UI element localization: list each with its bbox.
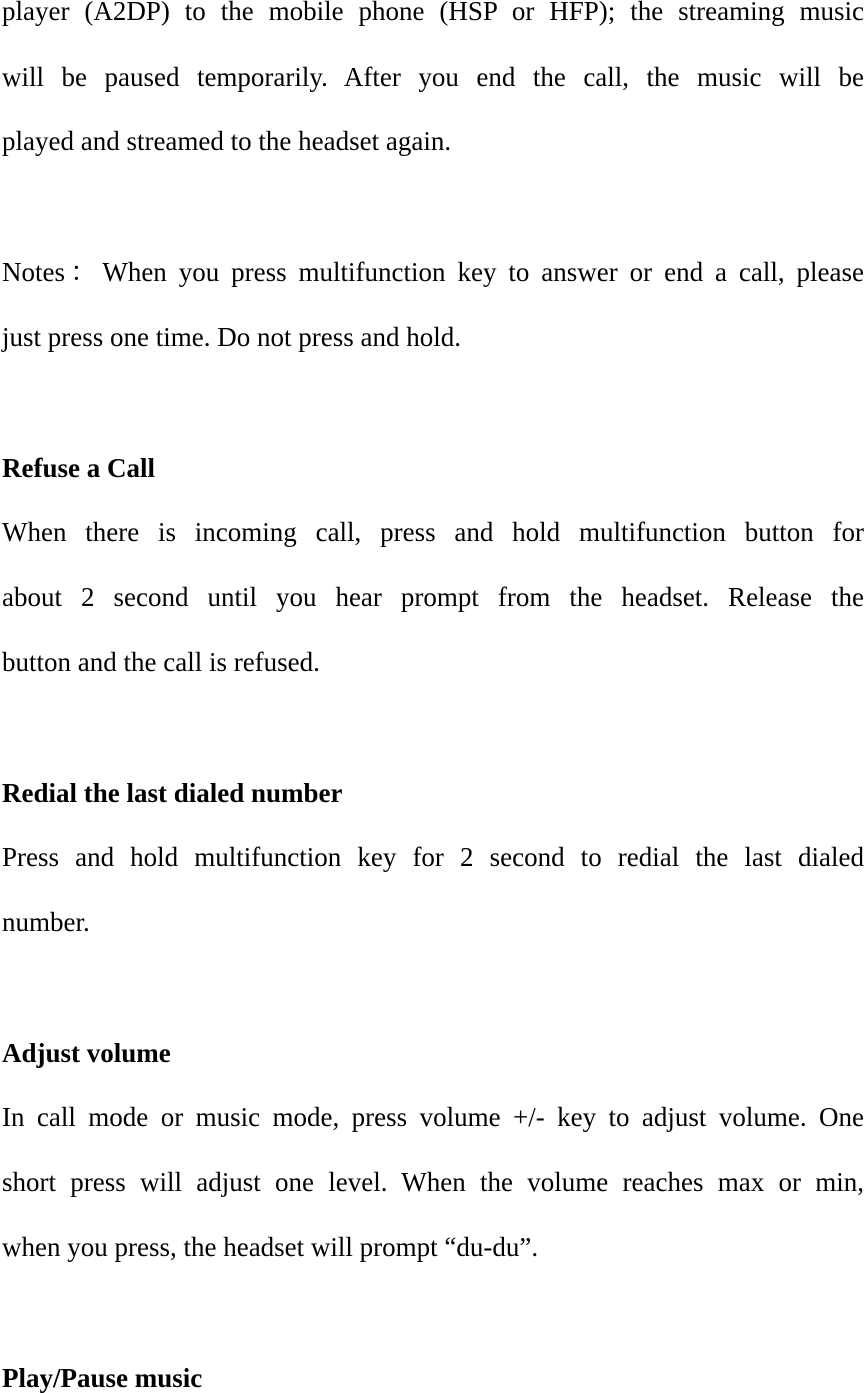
section-heading-redial: Redial the last dialed number [2, 778, 343, 808]
paragraph-line: player (A2DP) to the mobile phone (HSP or HFP); the streaming music [2, 0, 864, 26]
section-heading-adjust-volume: Adjust volume [2, 1038, 171, 1068]
paragraph-line: Press and hold multifunction key for 2 second to redial the last dialed [2, 842, 864, 872]
notes-line: Notes：When you press multifunction key to answer or end a call, please [2, 257, 864, 287]
paragraph-line: When there is incoming call, press and hold multifunction button for [2, 517, 864, 547]
paragraph-line: will be paused temporarily. After you end the call, the music will be [2, 62, 864, 92]
paragraph-line: button and the call is refused. [2, 647, 320, 677]
paragraph-line: number. [2, 907, 90, 937]
notes-line: just press one time. Do not press and hold. [2, 322, 461, 352]
section-heading-play-pause: Play/Pause music [2, 1363, 203, 1393]
section-heading-refuse-call: Refuse a Call [2, 453, 155, 483]
paragraph-line: about 2 second until you hear prompt from the headset. Release the [2, 582, 864, 612]
paragraph-line: In call mode or music mode, press volume +/- key to adjust volume. One [2, 1102, 864, 1132]
paragraph-line: when you press, the headset will prompt “du-du”. [2, 1232, 539, 1262]
paragraph-line: played and streamed to the headset again. [2, 126, 452, 156]
paragraph-line: short press will adjust one level. When the volume reaches max or min, [2, 1167, 864, 1197]
